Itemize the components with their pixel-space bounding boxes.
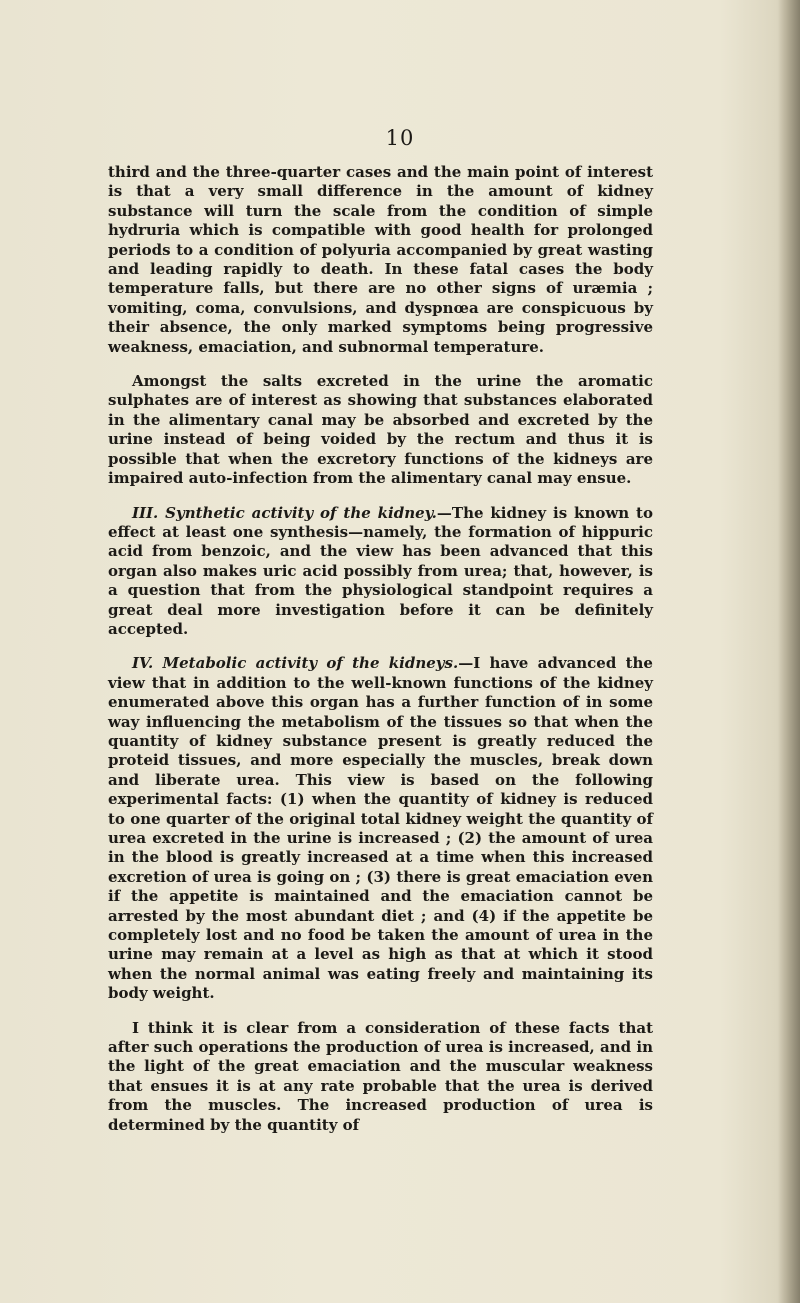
paragraph-4-text: —I have advanced the view that in addition to the well-known functions of the kidney enumerated above this organ has a further function of in some way influencing the metabolism of the tissues so that when the quantity of kidney substance present is greatly reduced the proteid tissues, and more especially the muscles, break down and liberate urea. This view is based on the following experimental facts: (1) when the quantity of kidney is reduced to one quarter of the original total kidney weight the quantity of urea excreted in the urine is increased ; (2) the amount of urea in the blood is greatly increased at a time when this increased excretion of urea is going on ; (3) there is great emaciation even if the appetite is maintained and the emaciation cannot be arrested by the most abundant diet ; and (4) if the appetite be completely lost and no food be taken the amount of urea in the urine may remain at a level as high as that at which it stood when the normal animal was eating freely and maintaining its body weight. [108, 654, 653, 1003]
section-heading-synthetic-activity: III. Synthetic activity of the kidney. [132, 503, 437, 522]
paragraph-1-text: third and the three-quarter cases and the main point of interest is that a very small difference in the amount of kidney substance will turn the scale from the condition of simple hydruria which is compatible with good health for prolonged periods to a condition of polyuria accompanied by great wasting and leading rapidly to death. In these fatal cases the body temperature falls, but there are no other signs of uræmia ; vomiting, coma, convulsions, and dyspnœa are conspicuous by their absence, the only marked symptoms being progressive weakness, emaciation, and subnormal temperature. [108, 163, 653, 356]
paragraph-4 [108, 654, 653, 1003]
paragraph-2-text: Amongst the salts excreted in the urine the aromatic sulphates are of interest as showing that substances elaborated in the alimentary canal may be absorbed and excreted by the urine instead of being voided by the rectum and thus it is possible that when the excretory functions of the kidneys are impaired auto-infection from the alimentary canal may ensue. [108, 372, 653, 488]
paragraph-3 [108, 504, 653, 640]
paragraph-3-text: —The kidney is known to effect at least one synthesis—namely, the formation of hippuric acid from benzoic, and the view has been advanced that this organ also makes uric acid possibly from urea; that, however, is a question that from the physiological standpoint requires a great deal more investigation before it can be definitely accepted. [108, 503, 653, 638]
page-edge-shadow [778, 0, 800, 1303]
paragraph-2 [108, 372, 653, 488]
paragraph-1 [108, 163, 653, 357]
paragraph-5 [108, 1019, 653, 1135]
section-heading-metabolic-activity: IV. Metabolic activity of the kidneys. [132, 654, 459, 673]
paragraph-5-text: I think it is clear from a consideration of these facts that after such operations the production of urea is increased, and in the light of the great emaciation and the muscular weakness that ensues it is at any rate probable that the urea is derived from the muscles. The increased production of urea is determined by the quantity of [108, 1018, 653, 1134]
body-text [108, 163, 653, 1150]
page-number: 10 [385, 126, 415, 150]
